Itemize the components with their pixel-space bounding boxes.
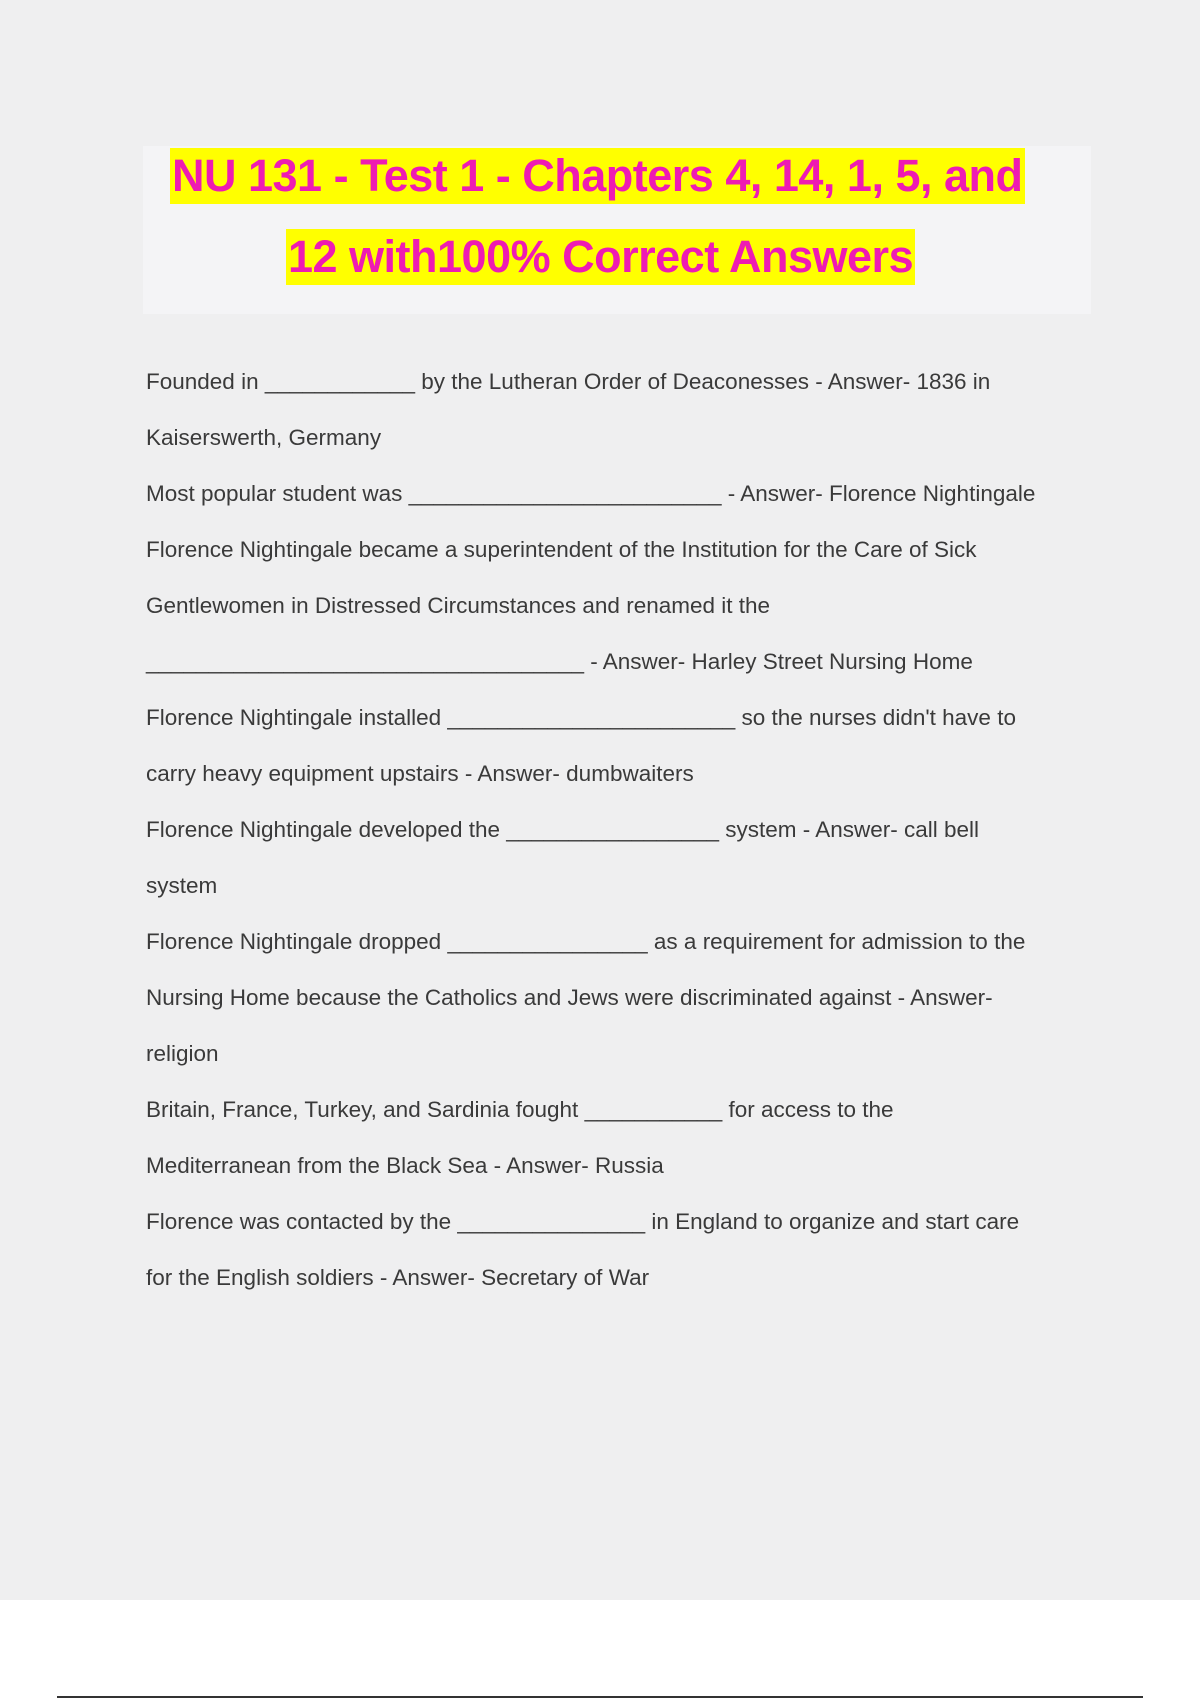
document-title-line-2: 12 with100% Correct Answers — [286, 229, 915, 285]
document-title-line-1: NU 131 - Test 1 - Chapters 4, 14, 1, 5, and — [170, 148, 1025, 204]
body-line: Florence was contacted by the _______________ in England to organize and start care — [146, 1209, 1020, 1234]
body-line: Mediterranean from the Black Sea - Answer- Russia — [146, 1153, 664, 1178]
document-body — [146, 354, 1086, 1306]
bottom-divider — [57, 1696, 1143, 1698]
body-line: Florence Nightingale developed the _________________ system - Answer- call bell — [146, 817, 980, 842]
body-line: Gentlewomen in Distressed Circumstances and renamed it the — [146, 593, 771, 618]
body-line: Kaiserswerth, Germany — [146, 425, 382, 450]
body-line: religion — [146, 1041, 219, 1066]
body-line: ___________________________________ - Answer- Harley Street Nursing Home — [146, 649, 973, 674]
body-line: Britain, France, Turkey, and Sardinia fought ___________ for access to the — [146, 1097, 894, 1122]
body-line: Founded in ____________ by the Lutheran Order of Deaconesses - Answer- 1836 in — [146, 369, 991, 394]
body-line: system — [146, 873, 218, 898]
body-line: Florence Nightingale installed _______________________ so the nurses didn't have to — [146, 705, 1016, 730]
body-line: Most popular student was _________________________ - Answer- Florence Nightingale — [146, 481, 1036, 506]
body-line: Florence Nightingale dropped ________________ as a requirement for admission to the — [146, 929, 1026, 954]
body-line: for the English soldiers - Answer- Secretary of War — [146, 1265, 650, 1290]
body-line: Nursing Home because the Catholics and Jews were discriminated against - Answer- — [146, 985, 993, 1010]
body-line: carry heavy equipment upstairs - Answer- dumbwaiters — [146, 761, 694, 786]
body-line: Florence Nightingale became a superintendent of the Institution for the Care of Sick — [146, 537, 977, 562]
